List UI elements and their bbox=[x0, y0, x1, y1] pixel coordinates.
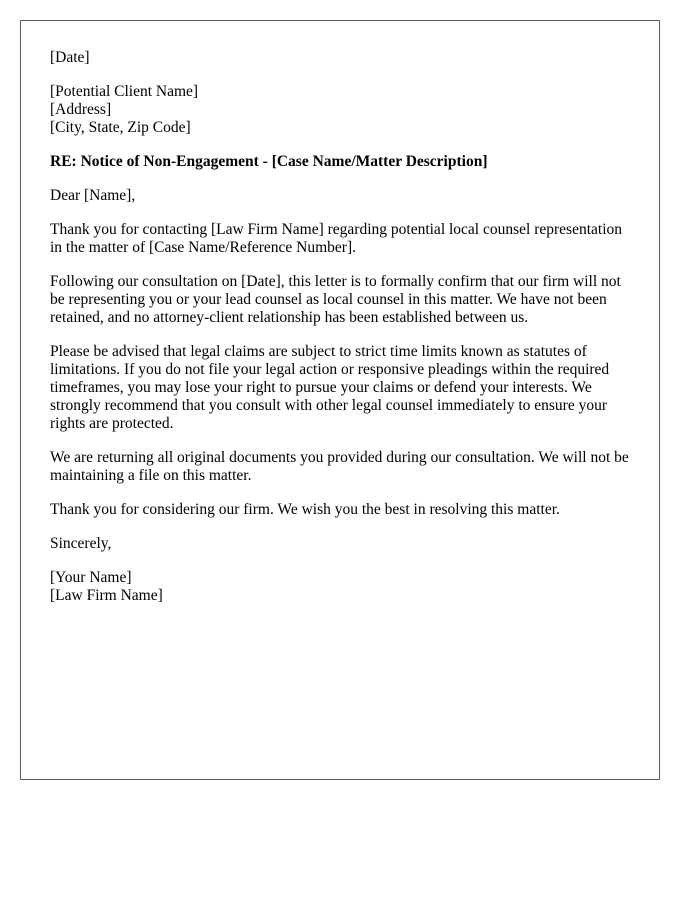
signer-name: [Your Name] bbox=[50, 569, 132, 586]
body-paragraph: We are returning all original documents you provided during our consultation. We will not be maintaining a file on this matter. bbox=[50, 449, 629, 484]
letter-date: [Date] bbox=[50, 49, 90, 66]
body-paragraph: Following our consultation on [Date], this letter is to formally confirm that our firm will not be representing you or your lead counsel as local counsel in this matter. We have not been retained, and no attorney-client relationship has been established between us. bbox=[50, 273, 621, 326]
recipient-address-block bbox=[50, 83, 630, 137]
recipient-city-state-zip: [City, State, Zip Code] bbox=[50, 119, 191, 136]
body-paragraph: Please be advised that legal claims are subject to strict time limits known as statutes of limitations. If you do not file your legal action or responsive pleadings within the required timeframes, you may lose your right to pursue your claims or defend your interests. We strongly recommend that you consult with other legal counsel immediately to ensure your rights are protected. bbox=[50, 343, 610, 432]
body-paragraph: Thank you for contacting [Law Firm Name] regarding potential local counsel representation in the matter of [Case Name/Reference Number]. bbox=[50, 221, 623, 256]
salutation: Dear [Name], bbox=[50, 187, 136, 204]
body-paragraph: Thank you for considering our firm. We wish you the best in resolving this matter. bbox=[50, 501, 560, 518]
recipient-address: [Address] bbox=[50, 101, 112, 118]
letter-page bbox=[20, 20, 660, 780]
recipient-name: [Potential Client Name] bbox=[50, 83, 199, 100]
closing: Sincerely, bbox=[50, 535, 112, 552]
signer-firm: [Law Firm Name] bbox=[50, 587, 163, 604]
signature-block bbox=[50, 569, 630, 605]
subject-line: RE: Notice of Non-Engagement - [Case Name/Matter Description] bbox=[50, 153, 488, 170]
